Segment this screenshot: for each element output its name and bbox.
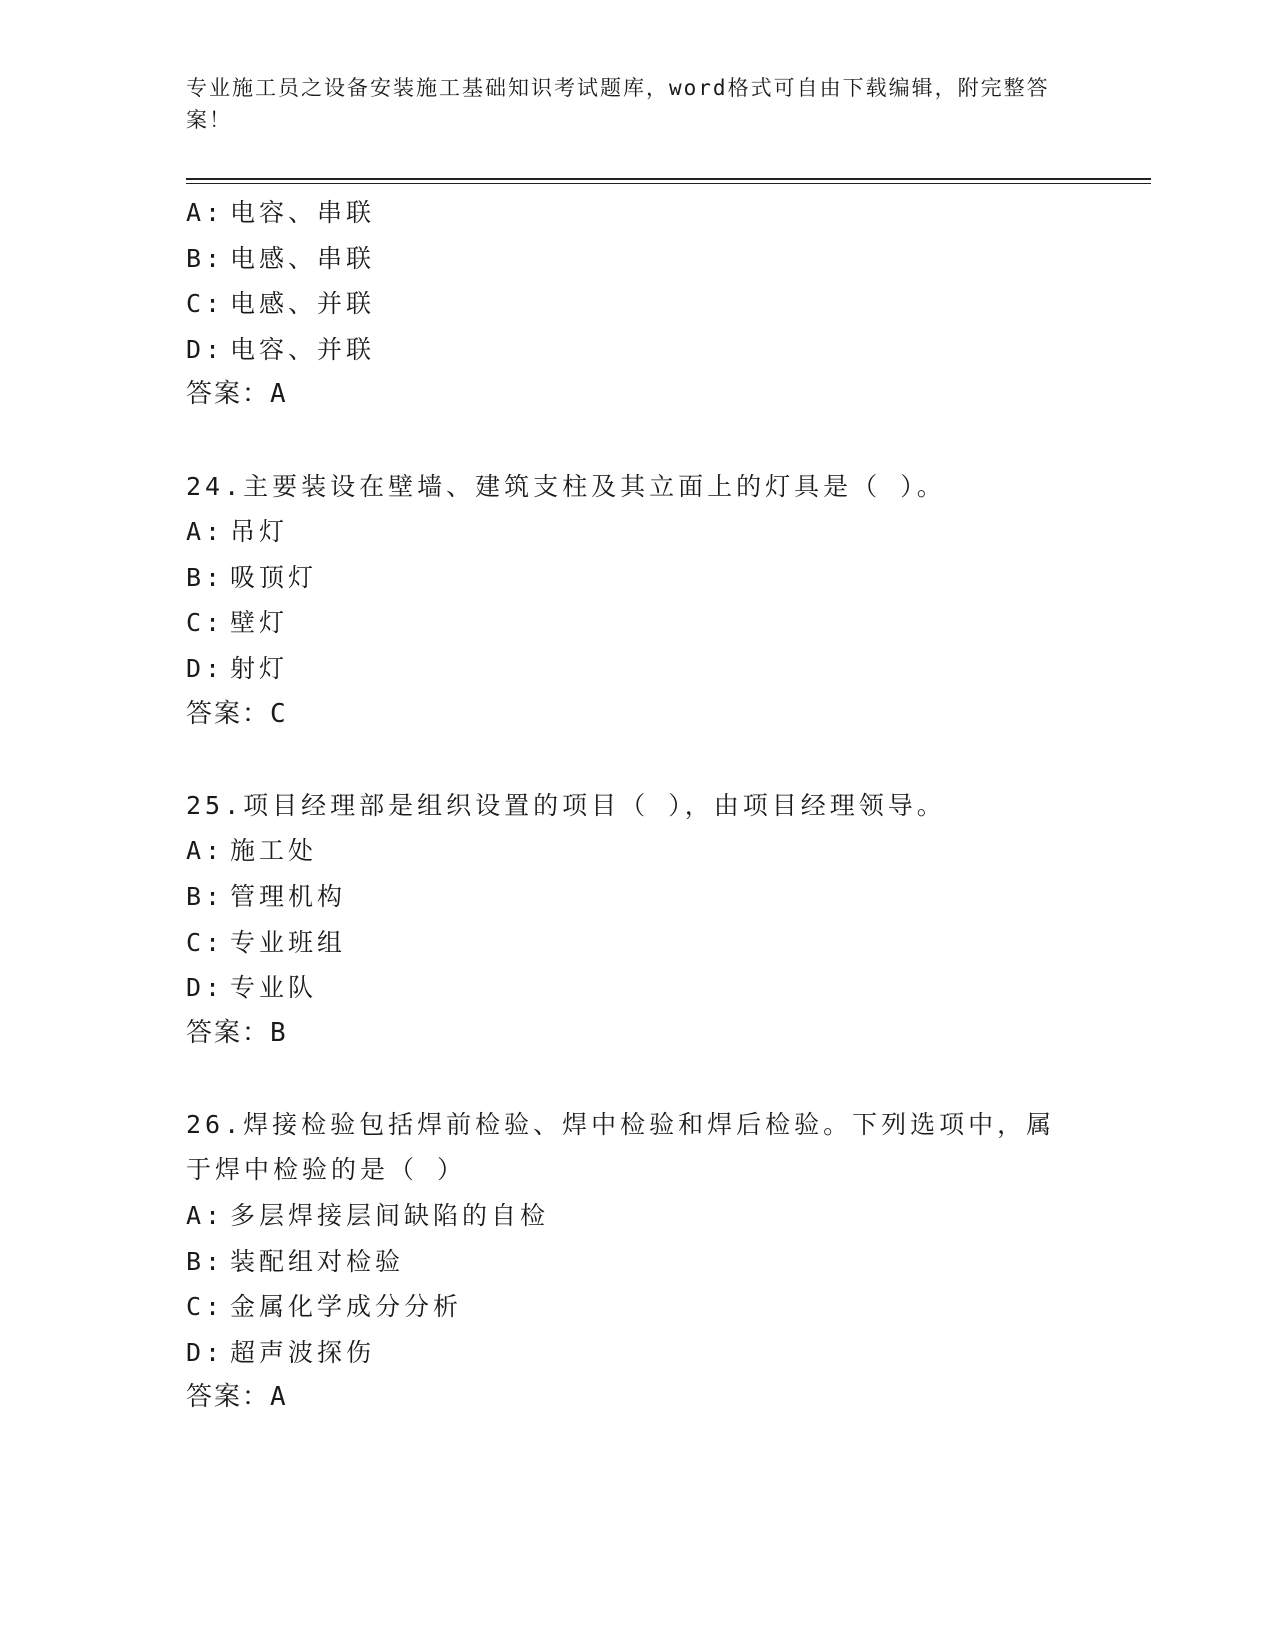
spacer — [186, 418, 1086, 464]
option-row — [186, 1193, 1086, 1239]
option-row — [186, 190, 1086, 236]
option-row — [186, 920, 1086, 966]
option-row — [186, 281, 1086, 327]
option-label: C: — [186, 289, 225, 319]
answer-value: A — [270, 1382, 288, 1413]
option-text: 电感、串联 — [230, 243, 376, 273]
option-label: B: — [186, 1246, 225, 1276]
option-text: 多层焊接层间缺陷的自检 — [230, 1201, 550, 1231]
option-row — [186, 646, 1086, 692]
spacer — [186, 1056, 1086, 1102]
option-text: 吊灯 — [230, 517, 289, 547]
answer-row — [186, 1375, 1086, 1421]
option-label: C: — [186, 927, 225, 957]
answer-value: A — [270, 379, 288, 410]
option-label: C: — [186, 1292, 225, 1322]
option-row — [186, 874, 1086, 920]
option-text: 射灯 — [230, 653, 289, 683]
answer-row — [186, 372, 1086, 418]
option-text: 壁灯 — [230, 608, 289, 638]
option-row — [186, 327, 1086, 373]
option-text: 专业队 — [230, 973, 318, 1003]
question-block-25 — [186, 783, 1086, 1057]
option-row — [186, 509, 1086, 555]
answer-label: 答案： — [186, 1017, 271, 1048]
option-text: 电感、并联 — [230, 289, 376, 319]
header-divider-thick — [186, 178, 1151, 180]
option-label: C: — [186, 608, 225, 638]
option-label: B: — [186, 881, 225, 911]
option-label: B: — [186, 562, 225, 592]
option-label: D: — [186, 1337, 225, 1367]
question-block-partial — [186, 190, 1086, 418]
option-label: A: — [186, 198, 225, 227]
option-row — [186, 1239, 1086, 1285]
option-label: A: — [186, 836, 225, 866]
option-text: 金属化学成分分析 — [230, 1292, 463, 1322]
answer-row — [186, 1011, 1086, 1057]
option-label: A: — [186, 517, 225, 547]
option-row — [186, 1330, 1086, 1376]
option-row — [186, 555, 1086, 601]
answer-label: 答案： — [186, 698, 271, 729]
header-divider-thin — [186, 183, 1151, 184]
option-row — [186, 1284, 1086, 1330]
option-label: A: — [186, 1201, 225, 1231]
option-text: 施工处 — [230, 836, 318, 866]
option-label: D: — [186, 653, 225, 683]
option-label: D: — [186, 334, 225, 364]
answer-value: B — [270, 1017, 288, 1048]
answer-value: C — [270, 698, 288, 729]
option-text: 吸顶灯 — [230, 562, 318, 592]
question-block-24 — [186, 464, 1086, 738]
option-text: 专业班组 — [230, 927, 347, 957]
option-row — [186, 965, 1086, 1011]
option-text: 装配组对检验 — [230, 1246, 405, 1276]
option-row — [186, 236, 1086, 282]
spacer — [186, 737, 1086, 783]
option-text: 超声波探伤 — [230, 1337, 376, 1367]
question-list — [186, 190, 1086, 1421]
option-label: B: — [186, 243, 225, 273]
question-text: 24.主要装设在壁墙、建筑支柱及其立面上的灯具是（ ）。 — [186, 471, 946, 501]
document-header: 专业施工员之设备安装施工基础知识考试题库，word格式可自由下载编辑，附完整答案！ — [186, 76, 1050, 132]
option-text: 管理机构 — [230, 881, 347, 911]
option-row — [186, 600, 1086, 646]
answer-label: 答案： — [186, 379, 271, 410]
option-label: D: — [186, 973, 225, 1003]
question-text: 25.项目经理部是组织设置的项目（ ），由项目经理领导。 — [186, 790, 946, 820]
option-text: 电容、并联 — [230, 334, 376, 364]
option-row — [186, 828, 1086, 874]
question-text: 26.焊接检验包括焊前检验、焊中检验和焊后检验。下列选项中，属于焊中检验的是（ ） — [186, 1109, 1056, 1185]
question-block-26 — [186, 1102, 1086, 1421]
answer-label: 答案： — [186, 1382, 271, 1413]
option-text: 电容、串联 — [230, 198, 376, 227]
answer-row — [186, 692, 1086, 738]
